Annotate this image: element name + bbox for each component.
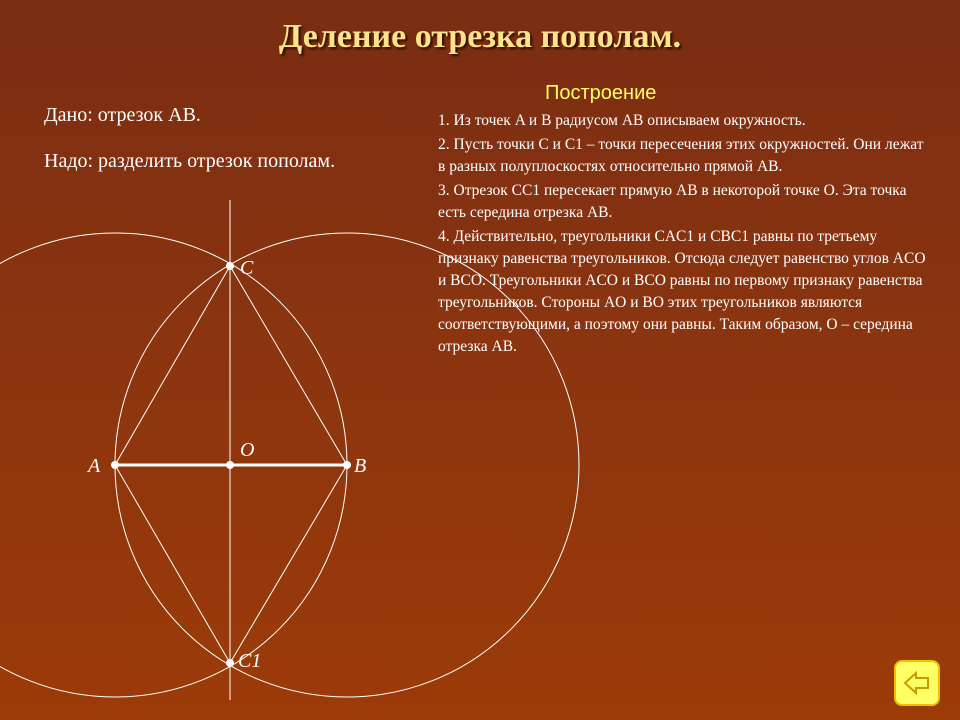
label-c: C [240,257,254,279]
point-c [226,262,234,270]
segment-bc1 [230,465,347,663]
label-a: A [88,455,101,477]
label-c1: C1 [238,650,262,672]
back-button[interactable] [894,660,940,706]
step-4: 4. Действительно, треугольники CAC1 и CBC1 равны по третьему признаку равенства треугольников. Отсюда следует равенство углов ACO и BCO. Треугольники ACO и BCO равны по первому признаку равенства треугольников. Стороны AO и BO этих треугольников являются соответствующими, а поэтому они равны. Таким образом, O – середина отрезка АВ. [438,228,926,355]
point-c1 [226,659,234,667]
point-a [111,461,119,469]
point-o [226,461,234,469]
step-3: 3. Отрезок CC1 пересекает прямую AB в некоторой точке O. Эта точка есть середина отрезка AB. [438,182,907,221]
step-1: 1. Из точек A и B радиусом AB описываем окружность. [438,112,806,129]
label-o: O [240,439,255,461]
back-arrow-icon [902,668,932,698]
slide-title: Деление отрезка пополам. [278,18,682,55]
point-b [343,461,351,469]
segment-bc [230,266,347,465]
step-2: 2. Пусть точки C и C1 – точки пересечения этих окружностей. Они лежат в разных полуплоскостях относительно прямой AB. [438,136,924,175]
given-text: Дано: отрезок AB. [44,104,201,126]
label-b: B [354,455,367,477]
segment-ac1 [115,465,230,663]
construction-heading: Построение [545,82,657,104]
goal-text: Надо: разделить отрезок пополам. [44,150,336,172]
segment-ac [115,266,230,465]
